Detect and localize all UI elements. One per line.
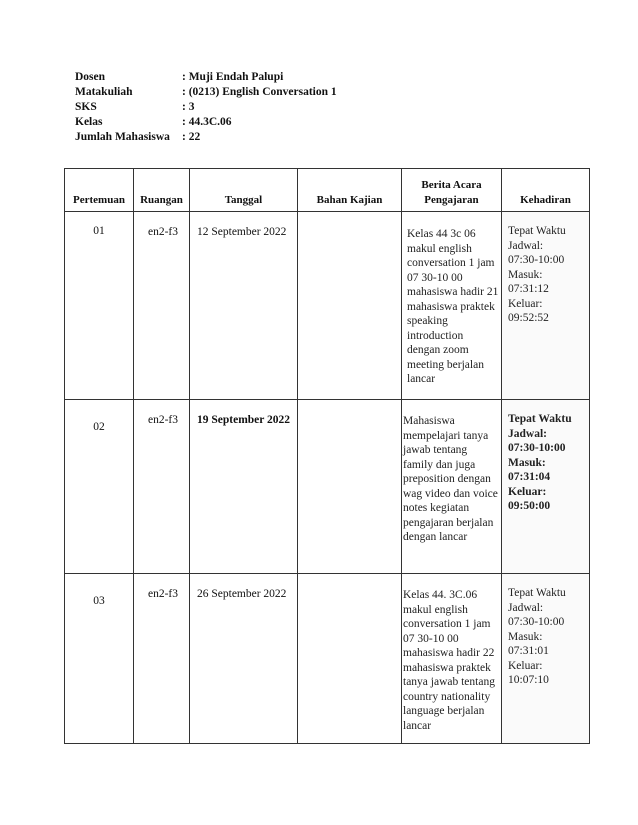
attendance-status: Tepat Waktu [508, 225, 566, 237]
attendance-status: Tepat Waktu [508, 587, 566, 599]
cell-bahan-kajian [298, 212, 402, 400]
lecturer-value: : Muji Endah Palupi [182, 71, 284, 83]
cell-berita-acara: Kelas 44 3c 06 makul english conversation 1 jam 07 30-10 00 mahasiswa hadir 21 mahasiswa praktek speaking introduction dengan zoom meeting berjalan lancar [402, 212, 502, 400]
column-header-pertemuan: Pertemuan [65, 169, 134, 212]
check-in-label: Masuk: [508, 268, 543, 281]
student-count-row [75, 130, 337, 145]
cell-tanggal: 26 September 2022 [190, 574, 298, 744]
cell-bahan-kajian [298, 400, 402, 574]
table-row [65, 400, 590, 574]
lecturer-row [75, 70, 337, 85]
check-in-value: 07:31:04 [508, 471, 551, 483]
credits-value: : 3 [182, 101, 195, 113]
cell-pertemuan: 03 [65, 574, 134, 744]
check-in-value: 07:31:12 [508, 283, 549, 295]
berita-acara-line-1: Berita Acara [421, 179, 482, 191]
schedule-value: 07:30-10:00 [508, 616, 565, 628]
check-out-value: 09:52:52 [508, 312, 549, 324]
check-out-label: Keluar: [508, 659, 543, 672]
cell-berita-acara: Kelas 44. 3C.06 makul english conversation 1 jam 07 30-10 00 mahasiswa hadir 22 mahasiswa praktek tanya jawab tentang country nationality language berjalan lancar [402, 574, 502, 744]
cell-kehadiran [502, 574, 590, 744]
credits-row [75, 100, 337, 115]
course-value: : (0213) English Conversation 1 [182, 86, 337, 98]
attendance-status: Tepat Waktu [508, 413, 572, 425]
column-header-kehadiran: Kehadiran [502, 169, 590, 212]
course-row [75, 85, 337, 100]
cell-kehadiran [502, 400, 590, 574]
cell-berita-acara: Mahasiswa mempelajari tanya jawab tentang family dan juga preposition dengan wag video dan voice notes kegiatan pengajaran berjalan dengan lancar [402, 400, 502, 574]
check-out-value: 10:07:10 [508, 674, 549, 686]
class-row [75, 115, 337, 130]
class-value: : 44.3C.06 [182, 116, 232, 128]
schedule-label: Jadwal: [508, 601, 544, 614]
column-header-ruangan: Ruangan [134, 169, 190, 212]
column-header-tanggal: Tanggal [190, 169, 298, 212]
column-header-berita-acara [402, 169, 502, 212]
schedule-value: 07:30-10:00 [508, 254, 565, 266]
cell-tanggal: 12 September 2022 [190, 212, 298, 400]
schedule-value: 07:30-10:00 [508, 442, 566, 454]
table-header-row [65, 169, 590, 212]
column-header-bahan-kajian: Bahan Kajian [298, 169, 402, 212]
course-label: Matakuliah [75, 86, 133, 98]
class-label: Kelas [75, 116, 103, 128]
berita-acara-line-2: Pengajaran [424, 193, 479, 206]
schedule-label: Jadwal: [508, 239, 544, 252]
lecturer-label: Dosen [75, 71, 106, 83]
student-count-label: Jumlah Mahasiswa [75, 131, 170, 143]
cell-tanggal: 19 September 2022 [190, 400, 298, 574]
schedule-label: Jadwal: [508, 427, 547, 440]
cell-bahan-kajian [298, 574, 402, 744]
table-row [65, 574, 590, 744]
cell-ruangan: en2-f3 [134, 574, 190, 744]
cell-ruangan: en2-f3 [134, 400, 190, 574]
student-count-value: : 22 [182, 131, 201, 143]
check-in-label: Masuk: [508, 456, 546, 469]
check-out-value: 09:50:00 [508, 500, 551, 512]
attendance-table [64, 168, 590, 744]
cell-ruangan: en2-f3 [134, 212, 190, 400]
course-header [75, 70, 337, 145]
check-out-label: Keluar: [508, 297, 543, 310]
check-in-label: Masuk: [508, 630, 543, 643]
cell-pertemuan: 01 [65, 212, 134, 400]
check-in-value: 07:31:01 [508, 645, 549, 657]
table-row [65, 212, 590, 400]
cell-pertemuan: 02 [65, 400, 134, 574]
credits-label: SKS [75, 101, 97, 113]
check-out-label: Keluar: [508, 485, 547, 498]
cell-kehadiran [502, 212, 590, 400]
